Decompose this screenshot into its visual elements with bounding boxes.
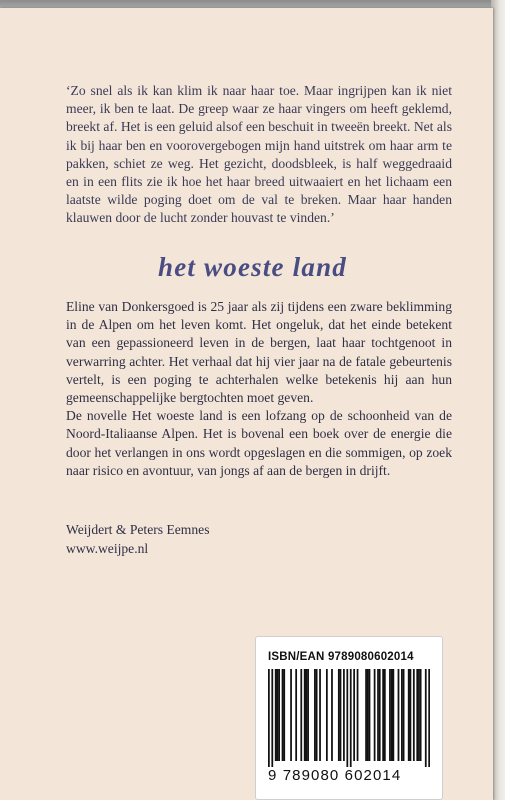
- barcode-bar: [290, 669, 292, 761]
- back-cover: [0, 8, 493, 800]
- barcode-bar: [319, 669, 321, 761]
- barcode-bar: [340, 669, 342, 761]
- barcode-bar: [306, 669, 308, 761]
- barcode-bar: [408, 669, 410, 761]
- barcode-bar: [338, 669, 340, 761]
- barcode-bar: [369, 669, 371, 761]
- isbn-label: ISBN/EAN 9789080602014: [268, 651, 414, 663]
- barcode-bar: [428, 669, 430, 767]
- book-title: het woeste land: [157, 252, 347, 282]
- barcode-bar: [353, 669, 355, 761]
- barcode-bar: [379, 669, 381, 761]
- barcode-bar: [307, 669, 309, 761]
- publisher-name: Weijdert & Peters Eemnes: [66, 522, 210, 537]
- barcode-bar: [425, 669, 427, 767]
- barcode-bar: [389, 669, 391, 761]
- barcode-bar: [275, 669, 277, 761]
- blurb-paragraph-1: Eline van Donkersgoed is 25 jaar als zij tijdens een zware beklimming in de Alpen om het leven komt. Het ongeluk, dat het einde betekent van een gepassioneerd leven in de bergen, laat haar tochtgenoot in verwarring achter. Het verhaal dat hij vier jaar na de fatale gebeurtenis vertelt, is een poging te achterhalen welke betekenis hij aan hun gemeenschappelijke bergtochten moet geven.: [66, 299, 452, 406]
- barcode-bar: [326, 669, 328, 761]
- barcode-bar: [384, 669, 386, 761]
- barcode-bar: [401, 669, 403, 761]
- barcode-bar: [295, 669, 297, 761]
- barcode-bar: [277, 669, 279, 761]
- barcode-bar: [420, 669, 422, 761]
- barcode-bar: [350, 669, 352, 767]
- barcode-bar: [331, 669, 333, 761]
- excerpt-quote: ‘Zo snel als ik kan klim ik naar haar toe. Maar ingrijpen kan ik niet meer, ik ben te laat. De greep waar ze haar vingers om heeft geklemd, breekt af. Het is een geluid alsof een beschuit in tweeën breekt. Net als ik bij haar ben en voorovergebogen mijn hand uitstrek om haar arm te pakken, schiet ze weg. Het gezicht, doodsbleek, is half weggedraaid en in een flits zie ik hoe het haar breed uitwaaiert en het lichaam een laatste wilde poging doet om de val te breken. Maar haar handen klauwen door de lucht zonder houvast te vinden.’: [66, 83, 452, 226]
- barcode-bar: [377, 669, 379, 761]
- barcode-bar: [282, 669, 284, 761]
- barcode-bar: [314, 669, 316, 761]
- barcode-bar: [365, 669, 367, 761]
- barcode-bar: [278, 669, 280, 761]
- barcode-bar: [367, 669, 369, 761]
- barcode-bar: [403, 669, 405, 761]
- barcode-bar: [343, 669, 345, 761]
- barcode-bar: [316, 669, 318, 761]
- barcode-bar: [283, 669, 285, 761]
- barcode-bar: [410, 669, 412, 761]
- blurb-paragraph-2: De novelle Het woeste land is een lofzang op de schoonheid van de Noord-Italiaanse Alpen. Het is bovenal een boek over de energie die door het verlangen in ons wordt opgeslagen en die sommigen, op zoek naar risico en avontuur, van jongs af aan de bergen in drijft.: [66, 408, 452, 478]
- barcode-digits: 9 789080 602014: [268, 767, 402, 784]
- publisher-website: www.weijpe.nl: [66, 541, 149, 556]
- blurb: [66, 298, 452, 480]
- barcode-bar: [268, 669, 270, 767]
- barcode-bar: [304, 669, 306, 761]
- barcode-bar: [398, 669, 400, 761]
- barcode-bar: [418, 669, 420, 761]
- barcode-bar: [357, 669, 359, 761]
- barcode-bar: [374, 669, 376, 761]
- barcode-bar: [346, 669, 348, 767]
- barcode-bar: [392, 669, 394, 761]
- barcode-bar: [413, 669, 415, 761]
- publisher-info: [66, 520, 209, 558]
- barcode-bar: [382, 669, 384, 761]
- barcode-bar: [391, 669, 393, 761]
- barcode-icon: [268, 669, 430, 767]
- page-edge-right: [491, 0, 505, 800]
- barcode-bar: [300, 669, 302, 761]
- barcode-bar: [271, 669, 273, 767]
- barcode-bar: [416, 669, 418, 761]
- barcode-sticker: [255, 636, 443, 800]
